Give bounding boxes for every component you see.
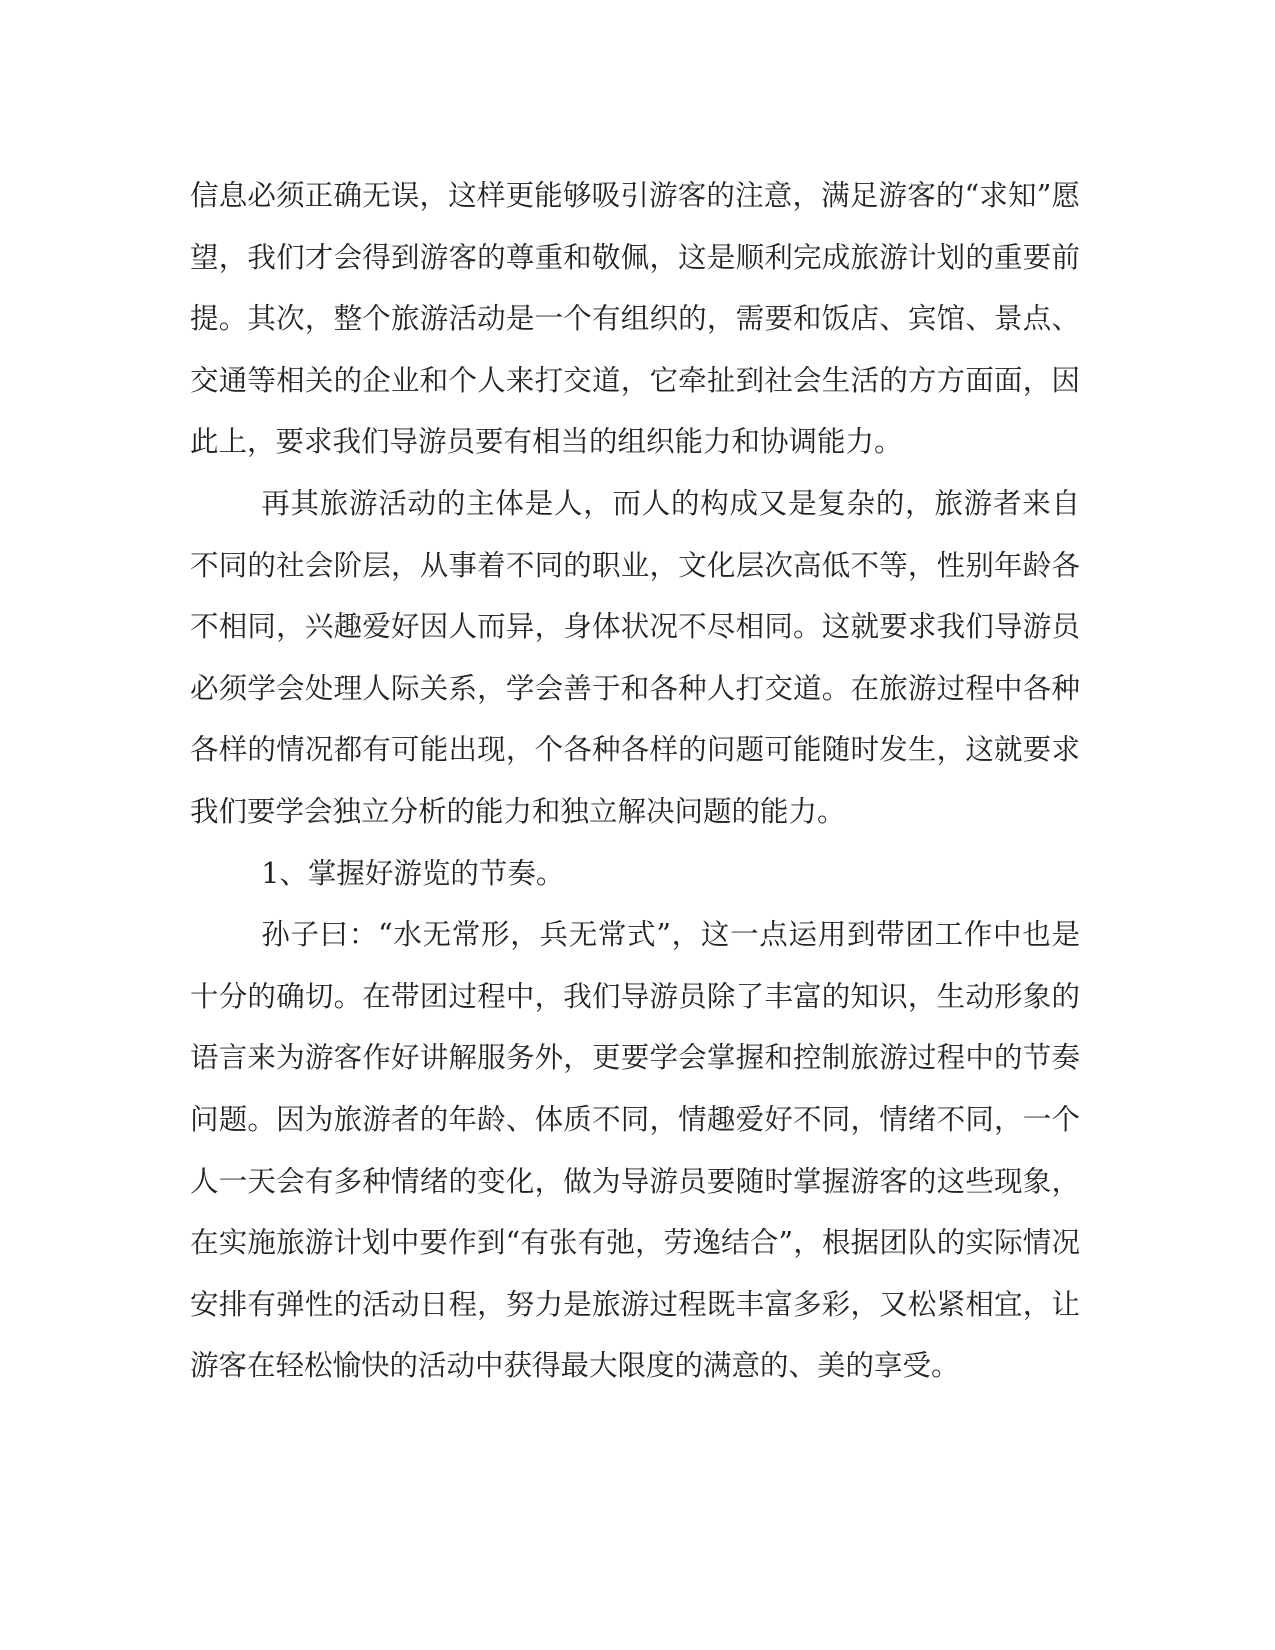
paragraph-2: 再其旅游活动的主体是人，而人的构成又是复杂的，旅游者来自不同的社会阶层，从事着不同的职业，文化层次高低不等，性别年龄各不相同，兴趣爱好因人而异，身体状况不尽相同。这就要求我们导游员必须学会处理人际关系，学会善于和各种人打交道。在旅游过程中各种各样的情况都有可能出现，个各种各样的问题可能随时发生，这就要求我们要学会独立分析的能力和独立解决问题的能力。 (190, 486, 1080, 828)
paragraph-1: 信息必须正确无误，这样更能够吸引游客的注意，满足游客的“求知”愿望，我们才会得到游客的尊重和敬佩，这是顺利完成旅游计划的重要前提。其次，整个旅游活动是一个有组织的，需要和饭店、宾馆、景点、交通等相关的企业和个人来打交道，它牵扯到社会生活的方方面面，因此上，要求我们导游员要有相当的组织能力和协调能力。 (190, 179, 1080, 459)
paragraph-4: 孙子曰：“水无常形，兵无常式”，这一点运用到带团工作中也是十分的确切。在带团过程中，我们导游员除了丰富的知识，生动形象的语言来为游客作好讲解服务外，更要学会掌握和控制旅游过程中的节奏问题。因为旅游者的年龄、体质不同，情趣爱好不同，情绪不同，一个人一天会有多种情绪的变化，做为导游员要随时掌握游客的这些现象，在实施旅游计划中要作到“有张有弛，劳逸结合”，根据团队的实际情况安排有弹性的活动日程，努力是旅游过程既丰富多彩，又松紧相宜，让游客在轻松愉快的活动中获得最大限度的满意的、美的享受。 (190, 918, 1080, 1383)
body-text (190, 165, 1080, 1397)
section-heading: 1、掌握好游览的节奏。 (261, 856, 565, 890)
